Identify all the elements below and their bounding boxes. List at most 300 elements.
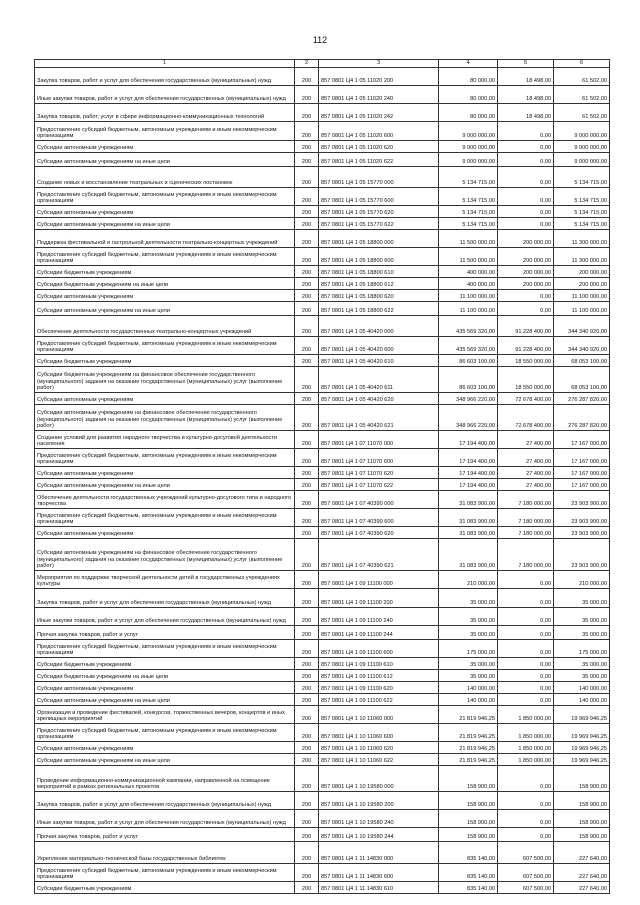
row-amount-change: 0,00 <box>498 766 554 792</box>
row-amount-total: 35 000,00 <box>554 626 610 640</box>
row-ministry-code: 200 <box>295 393 319 405</box>
row-amount-total: 9 000 000,00 <box>554 122 610 141</box>
row-amount-total: 227 640,00 <box>554 842 610 864</box>
row-amount-total: 200 000,00 <box>554 266 610 278</box>
row-budget-code: 857 0801 Ц4 1 09 11100 620 <box>319 682 439 694</box>
row-ministry-code: 200 <box>295 141 319 153</box>
row-amount-approved: 158 900,00 <box>439 810 498 828</box>
row-budget-code: 857 0801 Ц4 1 10 11060 000 <box>319 706 439 724</box>
row-amount-approved: 9 000 000,00 <box>439 153 498 167</box>
row-ministry-code: 200 <box>295 86 319 104</box>
row-amount-total: 11 300 000,00 <box>554 230 610 248</box>
row-amount-total: 68 053 100,00 <box>554 367 610 393</box>
row-amount-change: 0,00 <box>498 188 554 206</box>
row-ministry-code: 200 <box>295 706 319 724</box>
column-header: 5 <box>498 60 554 68</box>
row-budget-code: 857 0801 Ц4 1 09 11100 610 <box>319 658 439 670</box>
row-ministry-code: 200 <box>295 278 319 290</box>
row-ministry-code: 200 <box>295 724 319 742</box>
row-ministry-code: 200 <box>295 104 319 122</box>
row-amount-total: 19 969 946,25 <box>554 754 610 766</box>
row-budget-code: 857 0801 Ц4 1 05 11020 620 <box>319 141 439 153</box>
table-row <box>35 491 610 509</box>
row-amount-total: 68 053 100,00 <box>554 355 610 367</box>
row-name: Создание новых и восстановление театральных и сценических постановок <box>35 167 295 188</box>
row-ministry-code: 200 <box>295 431 319 449</box>
column-header: 2 <box>295 60 319 68</box>
row-amount-total: 19 969 946,25 <box>554 724 610 742</box>
row-amount-approved: 80 000,00 <box>439 104 498 122</box>
row-ministry-code: 200 <box>295 658 319 670</box>
row-budget-code: 857 0801 Ц4 1 11 14830 600 <box>319 864 439 882</box>
row-amount-change: 72 678 400,00 <box>498 405 554 431</box>
row-budget-code: 857 0801 Ц4 1 10 19580 240 <box>319 810 439 828</box>
row-amount-total: 5 134 715,00 <box>554 167 610 188</box>
row-budget-code: 857 0801 Ц4 1 05 15770 000 <box>319 167 439 188</box>
row-amount-total: 35 000,00 <box>554 670 610 682</box>
row-amount-change: 7 180 000,00 <box>498 509 554 527</box>
table-row <box>35 167 610 188</box>
row-name: Иные закупки товаров, работ и услуг для обеспечения государственных (муниципальных) нужд <box>35 810 295 828</box>
row-amount-approved: 5 134 715,00 <box>439 206 498 218</box>
table-row <box>35 316 610 337</box>
row-amount-change: 0,00 <box>498 141 554 153</box>
row-budget-code: 857 0801 Ц4 1 10 19580 200 <box>319 792 439 810</box>
row-budget-code: 857 0801 Ц4 1 09 11100 240 <box>319 608 439 626</box>
table-row <box>35 122 610 141</box>
row-budget-code: 857 0801 Ц4 1 07 40390 621 <box>319 539 439 571</box>
row-amount-approved: 80 000,00 <box>439 86 498 104</box>
row-name: Субсидии автономным учреждениям на финансовое обеспечение государственного (муниципального) задания на оказание государственных (муниципальных) услуг (выполнение работ) <box>35 539 295 571</box>
table-row <box>35 626 610 640</box>
row-name: Закупка товаров, работ и услуг для обеспечения государственных (муниципальных) нужд <box>35 792 295 810</box>
row-amount-change: 7 180 000,00 <box>498 527 554 539</box>
row-amount-approved: 86 603 100,00 <box>439 355 498 367</box>
row-budget-code: 857 0801 Ц4 1 07 11070 600 <box>319 449 439 467</box>
row-amount-change: 1 850 000,00 <box>498 724 554 742</box>
row-amount-approved: 21 819 946,25 <box>439 706 498 724</box>
row-amount-change: 0,00 <box>498 828 554 842</box>
row-amount-change: 27 400,00 <box>498 431 554 449</box>
row-budget-code: 857 0801 Ц4 1 05 18800 610 <box>319 266 439 278</box>
row-ministry-code: 200 <box>295 337 319 355</box>
row-name: Иные закупки товаров, работ и услуг для обеспечения государственных (муниципальных) нужд <box>35 608 295 626</box>
table-row <box>35 724 610 742</box>
row-amount-total: 276 287 820,00 <box>554 405 610 431</box>
row-amount-approved: 140 000,00 <box>439 682 498 694</box>
table-row <box>35 393 610 405</box>
table-row <box>35 882 610 894</box>
row-name: Субсидии бюджетным учреждениям на финансовое обеспечение государственного (муниципального) задания на оказание государственных (муниципальных) услуг (выполнение работ) <box>35 367 295 393</box>
row-ministry-code: 200 <box>295 589 319 608</box>
row-ministry-code: 200 <box>295 792 319 810</box>
row-amount-change: 200 000,00 <box>498 278 554 290</box>
row-amount-approved: 835 140,00 <box>439 842 498 864</box>
row-name: Закупка товаров, работ, услуг в сфере информационно-коммуникационных технологий <box>35 104 295 122</box>
table-body <box>35 68 610 894</box>
table-row <box>35 742 610 754</box>
row-amount-approved: 17 194 400,00 <box>439 431 498 449</box>
row-ministry-code: 200 <box>295 206 319 218</box>
table-row <box>35 248 610 266</box>
row-name: Предоставление субсидий бюджетным, автономным учреждениям и иным некоммерческим организациям <box>35 449 295 467</box>
row-amount-total: 158 900,00 <box>554 792 610 810</box>
row-amount-approved: 21 819 946,25 <box>439 754 498 766</box>
row-name: Субсидии автономным учреждениям на иные цели <box>35 218 295 230</box>
table-row <box>35 640 610 658</box>
row-name: Прочая закупка товаров, работ и услуг <box>35 828 295 842</box>
row-amount-total: 61 502,00 <box>554 104 610 122</box>
row-name: Предоставление субсидий бюджетным, автономным учреждениям и иным некоммерческим организациям <box>35 724 295 742</box>
row-budget-code: 857 0801 Ц4 1 05 11020 200 <box>319 68 439 86</box>
table-row <box>35 218 610 230</box>
row-name: Субсидии автономным учреждениям <box>35 290 295 302</box>
row-amount-approved: 35 000,00 <box>439 658 498 670</box>
column-header: 6 <box>554 60 610 68</box>
row-amount-approved: 11 500 000,00 <box>439 230 498 248</box>
row-amount-change: 91 228 400,00 <box>498 337 554 355</box>
row-amount-change: 1 850 000,00 <box>498 706 554 724</box>
row-amount-change: 0,00 <box>498 626 554 640</box>
row-amount-change: 0,00 <box>498 792 554 810</box>
row-amount-total: 5 134 715,00 <box>554 188 610 206</box>
row-amount-change: 200 000,00 <box>498 230 554 248</box>
row-name: Субсидии автономным учреждениям <box>35 141 295 153</box>
row-name: Субсидии автономным учреждениям <box>35 393 295 405</box>
row-name: Предоставление субсидий бюджетным, автономным учреждениям и иным некоммерческим организациям <box>35 188 295 206</box>
row-budget-code: 857 0801 Ц4 1 10 19580 000 <box>319 766 439 792</box>
row-name: Организация и проведение фестивалей, конкурсов, торжественных вечеров, концертов и иных зрелищных мероприятий <box>35 706 295 724</box>
row-amount-approved: 31 083 900,00 <box>439 539 498 571</box>
table-row <box>35 302 610 316</box>
row-amount-total: 19 969 946,25 <box>554 742 610 754</box>
row-amount-change: 0,00 <box>498 608 554 626</box>
row-amount-total: 9 000 000,00 <box>554 153 610 167</box>
table-row <box>35 810 610 828</box>
row-budget-code: 857 0801 Ц4 1 05 40420 621 <box>319 405 439 431</box>
row-amount-approved: 9 000 000,00 <box>439 122 498 141</box>
row-amount-approved: 5 134 715,00 <box>439 167 498 188</box>
row-budget-code: 857 0801 Ц4 1 10 11060 600 <box>319 724 439 742</box>
row-budget-code: 857 0801 Ц4 1 05 40420 610 <box>319 355 439 367</box>
row-name: Субсидии автономным учреждениям на иные цели <box>35 754 295 766</box>
row-budget-code: 857 0801 Ц4 1 05 11020 240 <box>319 86 439 104</box>
row-amount-total: 210 000,00 <box>554 571 610 589</box>
row-ministry-code: 200 <box>295 467 319 479</box>
row-name: Субсидии автономным учреждениям на иные цели <box>35 302 295 316</box>
row-ministry-code: 200 <box>295 742 319 754</box>
row-amount-change: 607 500,00 <box>498 842 554 864</box>
row-budget-code: 857 0801 Ц4 1 07 11070 000 <box>319 431 439 449</box>
row-budget-code: 857 0801 Ц4 1 05 18800 622 <box>319 302 439 316</box>
row-amount-change: 607 500,00 <box>498 882 554 894</box>
row-ministry-code: 200 <box>295 248 319 266</box>
row-name: Субсидии бюджетным учреждениям <box>35 882 295 894</box>
row-amount-approved: 348 966 220,00 <box>439 393 498 405</box>
table-row <box>35 266 610 278</box>
row-budget-code: 857 0801 Ц4 1 05 40420 000 <box>319 316 439 337</box>
row-amount-change: 607 500,00 <box>498 864 554 882</box>
row-name: Субсидии автономным учреждениям на иные цели <box>35 153 295 167</box>
row-ministry-code: 200 <box>295 167 319 188</box>
row-ministry-code: 200 <box>295 571 319 589</box>
row-ministry-code: 200 <box>295 122 319 141</box>
column-header: 4 <box>439 60 498 68</box>
row-amount-change: 1 850 000,00 <box>498 742 554 754</box>
row-amount-approved: 400 000,00 <box>439 278 498 290</box>
row-amount-approved: 35 000,00 <box>439 670 498 682</box>
row-amount-change: 0,00 <box>498 589 554 608</box>
row-amount-total: 17 167 000,00 <box>554 467 610 479</box>
table-row <box>35 290 610 302</box>
row-amount-approved: 400 000,00 <box>439 266 498 278</box>
row-name: Прочая закупка товаров, работ и услуг <box>35 626 295 640</box>
row-amount-approved: 158 900,00 <box>439 828 498 842</box>
row-ministry-code: 200 <box>295 682 319 694</box>
row-budget-code: 857 0801 Ц4 1 05 18800 000 <box>319 230 439 248</box>
row-amount-change: 0,00 <box>498 658 554 670</box>
row-amount-change: 27 400,00 <box>498 449 554 467</box>
row-ministry-code: 200 <box>295 882 319 894</box>
row-name: Предоставление субсидий бюджетным, автономным учреждениям и иным некоммерческим организациям <box>35 864 295 882</box>
page-number: 112 <box>312 35 328 45</box>
row-budget-code: 857 0801 Ц4 1 05 11020 600 <box>319 122 439 141</box>
row-ministry-code: 200 <box>295 68 319 86</box>
row-ministry-code: 200 <box>295 842 319 864</box>
row-ministry-code: 200 <box>295 449 319 467</box>
row-amount-approved: 435 569 320,00 <box>439 337 498 355</box>
table-row <box>35 539 610 571</box>
row-ministry-code: 200 <box>295 766 319 792</box>
row-amount-total: 23 903 900,00 <box>554 539 610 571</box>
row-amount-total: 17 167 000,00 <box>554 431 610 449</box>
row-amount-total: 11 100 000,00 <box>554 290 610 302</box>
row-amount-approved: 348 966 220,00 <box>439 405 498 431</box>
row-amount-total: 35 000,00 <box>554 658 610 670</box>
row-ministry-code: 200 <box>295 491 319 509</box>
row-ministry-code: 200 <box>295 670 319 682</box>
row-amount-total: 276 287 820,00 <box>554 393 610 405</box>
row-amount-total: 35 000,00 <box>554 608 610 626</box>
row-amount-approved: 31 083 900,00 <box>439 509 498 527</box>
row-amount-approved: 35 000,00 <box>439 589 498 608</box>
row-amount-change: 0,00 <box>498 302 554 316</box>
row-budget-code: 857 0801 Ц4 1 09 11100 244 <box>319 626 439 640</box>
row-amount-total: 344 340 920,00 <box>554 316 610 337</box>
row-ministry-code: 200 <box>295 828 319 842</box>
row-amount-approved: 140 000,00 <box>439 694 498 706</box>
row-budget-code: 857 0801 Ц4 1 05 15770 620 <box>319 206 439 218</box>
row-amount-approved: 835 140,00 <box>439 882 498 894</box>
row-budget-code: 857 0801 Ц4 1 09 11100 000 <box>319 571 439 589</box>
row-amount-total: 200 000,00 <box>554 278 610 290</box>
row-budget-code: 857 0801 Ц4 1 05 40420 611 <box>319 367 439 393</box>
row-budget-code: 857 0801 Ц4 1 05 40420 600 <box>319 337 439 355</box>
table-row <box>35 206 610 218</box>
row-name: Создание условий для развития народного творчества и культурно-досуговой деятельности населения <box>35 431 295 449</box>
row-name: Иные закупки товаров, работ и услуг для обеспечения государственных (муниципальных) нужд <box>35 86 295 104</box>
row-amount-total: 19 969 946,25 <box>554 706 610 724</box>
row-name: Проведение информационно-коммуникационной кампании, направленной на освещение мероприятий в рамках региональных проектов <box>35 766 295 792</box>
row-ministry-code: 200 <box>295 230 319 248</box>
row-amount-total: 227 640,00 <box>554 882 610 894</box>
row-amount-total: 5 134 715,00 <box>554 206 610 218</box>
row-ministry-code: 200 <box>295 188 319 206</box>
row-ministry-code: 200 <box>295 316 319 337</box>
table-row <box>35 278 610 290</box>
row-name: Субсидии автономным учреждениям <box>35 742 295 754</box>
row-amount-total: 158 900,00 <box>554 766 610 792</box>
row-amount-change: 27 400,00 <box>498 467 554 479</box>
row-budget-code: 857 0801 Ц4 1 10 11060 620 <box>319 742 439 754</box>
row-amount-total: 158 900,00 <box>554 828 610 842</box>
row-amount-approved: 11 100 000,00 <box>439 302 498 316</box>
row-amount-approved: 158 900,00 <box>439 766 498 792</box>
row-name: Предоставление субсидий бюджетным, автономным учреждениям и иным некоммерческим организациям <box>35 640 295 658</box>
row-budget-code: 857 0801 Ц4 1 05 40420 620 <box>319 393 439 405</box>
row-name: Мероприятия по поддержке творческой деятельности детей в государственных учреждениях культуры <box>35 571 295 589</box>
row-amount-change: 0,00 <box>498 694 554 706</box>
row-amount-change: 0,00 <box>498 218 554 230</box>
table-row <box>35 706 610 724</box>
row-amount-total: 140 000,00 <box>554 682 610 694</box>
row-amount-approved: 80 000,00 <box>439 68 498 86</box>
row-budget-code: 857 0801 Ц4 1 05 18800 620 <box>319 290 439 302</box>
row-amount-total: 5 134 715,00 <box>554 218 610 230</box>
row-amount-total: 17 167 000,00 <box>554 449 610 467</box>
row-name: Обеспечение деятельности государственных театрально-концертных учреждений <box>35 316 295 337</box>
row-ministry-code: 200 <box>295 640 319 658</box>
row-name: Субсидии бюджетным учреждениям на иные цели <box>35 278 295 290</box>
row-budget-code: 857 0801 Ц4 1 05 15770 622 <box>319 218 439 230</box>
row-budget-code: 857 0801 Ц4 1 05 15770 600 <box>319 188 439 206</box>
table-row <box>35 864 610 882</box>
row-ministry-code: 200 <box>295 810 319 828</box>
row-name: Субсидии бюджетным учреждениям <box>35 658 295 670</box>
row-amount-approved: 35 000,00 <box>439 608 498 626</box>
row-amount-change: 0,00 <box>498 670 554 682</box>
row-name: Закупка товаров, работ и услуг для обеспечения государственных (муниципальных) нужд <box>35 589 295 608</box>
row-name: Субсидии автономным учреждениям <box>35 682 295 694</box>
row-amount-approved: 31 083 900,00 <box>439 491 498 509</box>
column-header: 3 <box>319 60 439 68</box>
row-budget-code: 857 0801 Ц4 1 07 11070 620 <box>319 467 439 479</box>
row-amount-change: 72 678 400,00 <box>498 393 554 405</box>
table-row <box>35 608 610 626</box>
table-row <box>35 230 610 248</box>
row-budget-code: 857 0801 Ц4 1 10 19580 244 <box>319 828 439 842</box>
table-row <box>35 842 610 864</box>
row-budget-code: 857 0801 Ц4 1 11 14830 000 <box>319 842 439 864</box>
row-budget-code: 857 0801 Ц4 1 05 11020 622 <box>319 153 439 167</box>
row-amount-approved: 158 900,00 <box>439 792 498 810</box>
table-row <box>35 670 610 682</box>
row-amount-total: 140 000,00 <box>554 694 610 706</box>
row-ministry-code: 200 <box>295 626 319 640</box>
row-ministry-code: 200 <box>295 539 319 571</box>
row-amount-change: 0,00 <box>498 810 554 828</box>
row-name: Субсидии автономным учреждениям на финансовое обеспечение государственного (муниципального) задания на оказание государственных (муниципальных) услуг (выполнение работ) <box>35 405 295 431</box>
row-amount-approved: 17 194 400,00 <box>439 479 498 491</box>
table-row <box>35 188 610 206</box>
row-amount-total: 9 000 000,00 <box>554 141 610 153</box>
row-budget-code: 857 0801 Ц4 1 07 40390 600 <box>319 509 439 527</box>
row-name: Предоставление субсидий бюджетным, автономным учреждениям и иным некоммерческим организациям <box>35 337 295 355</box>
row-amount-approved: 5 134 715,00 <box>439 218 498 230</box>
row-name: Укрепление материально-технической базы государственных библиотек <box>35 842 295 864</box>
table-row <box>35 571 610 589</box>
row-amount-total: 61 502,00 <box>554 86 610 104</box>
row-budget-code: 857 0801 Ц4 1 10 11060 622 <box>319 754 439 766</box>
row-budget-code: 857 0801 Ц4 1 11 14830 610 <box>319 882 439 894</box>
row-amount-approved: 835 140,00 <box>439 864 498 882</box>
table-row <box>35 337 610 355</box>
row-amount-approved: 11 100 000,00 <box>439 290 498 302</box>
row-name: Субсидии бюджетным учреждениям <box>35 266 295 278</box>
row-name: Субсидии автономным учреждениям <box>35 527 295 539</box>
row-ministry-code: 200 <box>295 527 319 539</box>
row-amount-change: 0,00 <box>498 571 554 589</box>
row-budget-code: 857 0801 Ц4 1 07 40390 620 <box>319 527 439 539</box>
table-row <box>35 766 610 792</box>
row-amount-approved: 21 819 946,25 <box>439 724 498 742</box>
row-name: Субсидии автономным учреждениям <box>35 206 295 218</box>
row-ministry-code: 200 <box>295 405 319 431</box>
row-amount-change: 18 498,00 <box>498 86 554 104</box>
table-row <box>35 153 610 167</box>
table-header-row <box>35 60 610 68</box>
row-amount-change: 0,00 <box>498 153 554 167</box>
row-amount-total: 11 300 000,00 <box>554 248 610 266</box>
table-row <box>35 682 610 694</box>
row-budget-code: 857 0801 Ц4 1 05 18800 612 <box>319 278 439 290</box>
row-amount-change: 0,00 <box>498 682 554 694</box>
row-amount-approved: 175 000,00 <box>439 640 498 658</box>
row-amount-change: 7 180 000,00 <box>498 539 554 571</box>
row-amount-approved: 9 000 000,00 <box>439 141 498 153</box>
table-row <box>35 367 610 393</box>
row-amount-change: 0,00 <box>498 167 554 188</box>
row-amount-total: 35 000,00 <box>554 589 610 608</box>
row-amount-total: 23 903 900,00 <box>554 491 610 509</box>
row-amount-approved: 31 083 900,00 <box>439 527 498 539</box>
row-name: Предоставление субсидий бюджетным, автономным учреждениям и иным некоммерческим организациям <box>35 122 295 141</box>
row-name: Обеспечение деятельности государственных учреждений культурно-досугового типа и народного творчества <box>35 491 295 509</box>
row-ministry-code: 200 <box>295 153 319 167</box>
table-row <box>35 754 610 766</box>
row-ministry-code: 200 <box>295 479 319 491</box>
row-amount-change: 18 550 000,00 <box>498 355 554 367</box>
row-budget-code: 857 0801 Ц4 1 09 11100 600 <box>319 640 439 658</box>
row-amount-approved: 17 194 400,00 <box>439 467 498 479</box>
table-row <box>35 828 610 842</box>
table-row <box>35 467 610 479</box>
table-row <box>35 792 610 810</box>
row-budget-code: 857 0801 Ц4 1 05 18800 600 <box>319 248 439 266</box>
row-budget-code: 857 0801 Ц4 1 09 11100 200 <box>319 589 439 608</box>
row-amount-change: 0,00 <box>498 206 554 218</box>
row-name: Субсидии автономным учреждениям <box>35 467 295 479</box>
table-row <box>35 658 610 670</box>
row-ministry-code: 200 <box>295 355 319 367</box>
row-amount-approved: 435 569 320,00 <box>439 316 498 337</box>
row-amount-approved: 5 134 715,00 <box>439 188 498 206</box>
row-name: Закупка товаров, работ и услуг для обеспечения государственных (муниципальных) нужд <box>35 68 295 86</box>
row-amount-total: 227 640,00 <box>554 864 610 882</box>
table-row <box>35 449 610 467</box>
column-header: 1 <box>35 60 295 68</box>
row-amount-total: 175 000,00 <box>554 640 610 658</box>
